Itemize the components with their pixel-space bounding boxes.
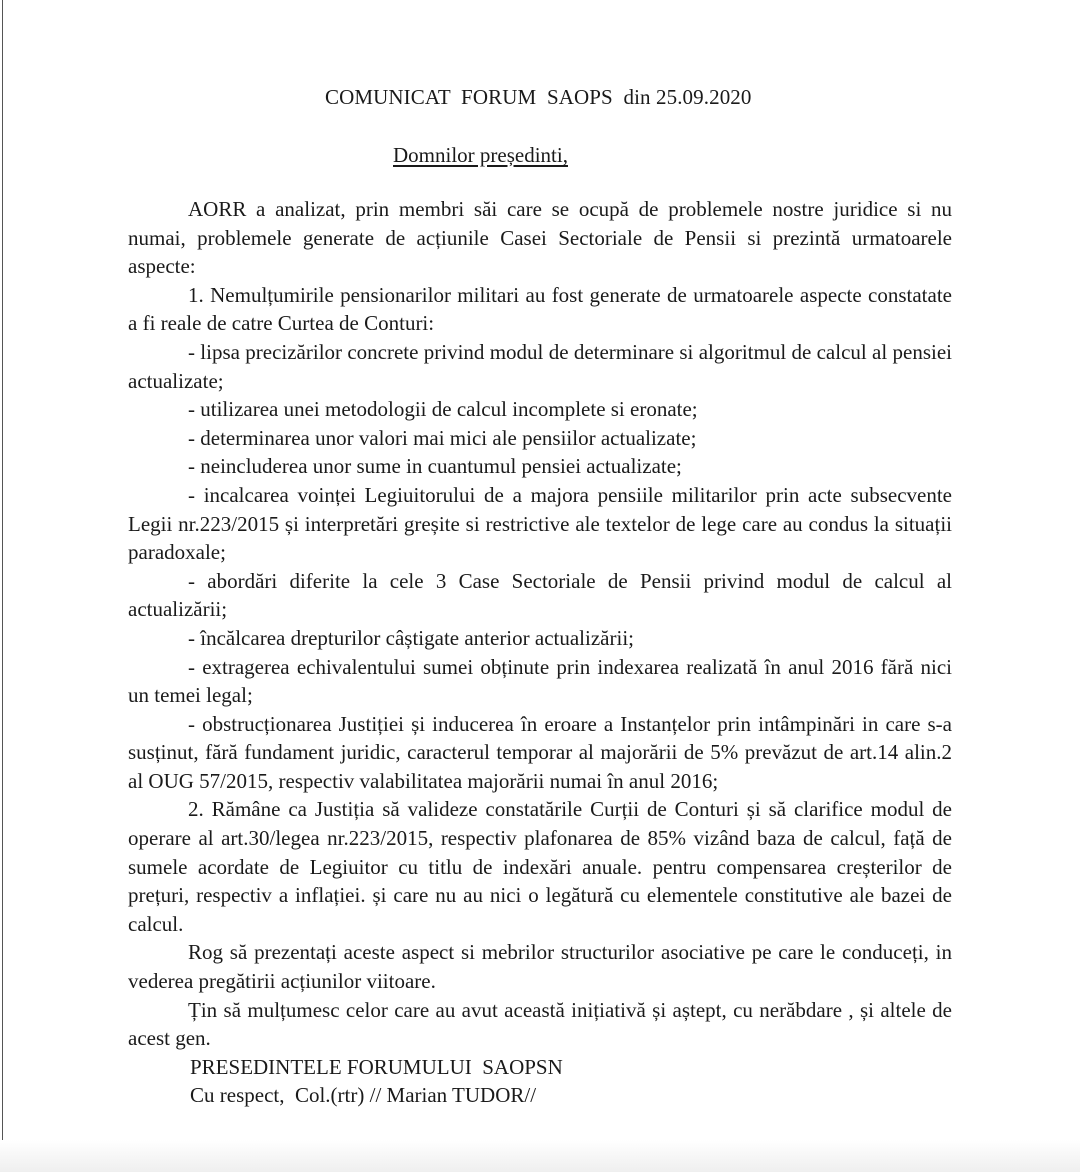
list-item: - incalcarea voinței Legiuitorului de a majora pensiile militarilor prin acte subsecvente Legii nr.223/2015 și interpretări greșite si restrictive ale textelor de lege care au condus la situații paradoxale; (128, 482, 952, 565)
list-item: - abordări diferite la cele 3 Case Sectoriale de Pensii privind modul de calcul al actualizării; (128, 568, 952, 622)
list-item: - obstrucționarea Justiției și inducerea în eroare a Instanțelor prin intâmpinări in care s-a susținut, fără fundament juridic, caracterul temporar al majorării de 5% prevăzut de art.14 alin.2 al OUG 57/2015, respectiv valabilitatea majorării numai în anul 2016; (128, 711, 952, 793)
salutation: Domnilor președinti, (393, 143, 568, 167)
document-title: COMUNICAT FORUM SAOPS din 25.09.2020 (325, 85, 752, 109)
paragraph-point-2: 2. Rămâne ca Justiția să valideze constatările Curții de Conturi și să clarifice modul de operare al art.30/legea nr.223/2015, respectiv plafonarea de 85% vizând baza de calcul, față de sumele acordate de Legiuitor cu titlu de indexări anuale. pentru compensarea creșterilor de prețuri, respectiv a inflației. și care nu au nici o legătură cu elementele constitutive ale bazei de calcul. (128, 797, 952, 936)
list-item: - determinarea unor valori mai mici ale pensiilor actualizate; (188, 425, 697, 450)
paragraph-request: Rog să prezentați aceste aspect si mebrilor structurilor asociative pe care le conduceți, in vederea pregătirii acțiunilor viitoare. (128, 940, 952, 994)
list-item: - lipsa precizărilor concrete privind modul de determinare si algoritmul de calcul al pensiei actualizate; (128, 339, 952, 393)
page-left-edge (2, 0, 3, 1172)
document-body (128, 195, 952, 1110)
paragraph-intro: AORR a analizat, prin membri săi care se ocupă de problemele nostre juridice si nu numai, problemele generate de acțiunile Casei Sectoriale de Pensii si prezintă urmatoarele aspecte: (128, 197, 952, 279)
paragraph-thanks: Țin să mulțumesc celor care au avut această inițiativă și aștept, cu nerăbdare , și altele de acest gen. (128, 997, 952, 1051)
list-item: - neincluderea unor sume in cuantumul pensiei actualizate; (188, 454, 682, 479)
signature-name: Cu respect, Col.(rtr) // Marian TUDOR// (190, 1083, 537, 1108)
page-bottom-shade (0, 1140, 1080, 1172)
paragraph-point-1: 1. Nemulțumirile pensionarilor militari au fost generate de urmatoarele aspecte constatate a fi reale de catre Curtea de Conturi: (128, 282, 952, 336)
list-item: - utilizarea unei metodologii de calcul incomplete si eronate; (188, 397, 698, 422)
list-item: - extragerea echivalentului sumei obținute prin indexarea realizată în anul 2016 fără nici un temei legal; (128, 654, 952, 708)
signature-role: PRESEDINTELE FORUMULUI SAOPSN (190, 1054, 563, 1079)
list-item: - încălcarea drepturilor câștigate anterior actualizării; (188, 625, 634, 650)
